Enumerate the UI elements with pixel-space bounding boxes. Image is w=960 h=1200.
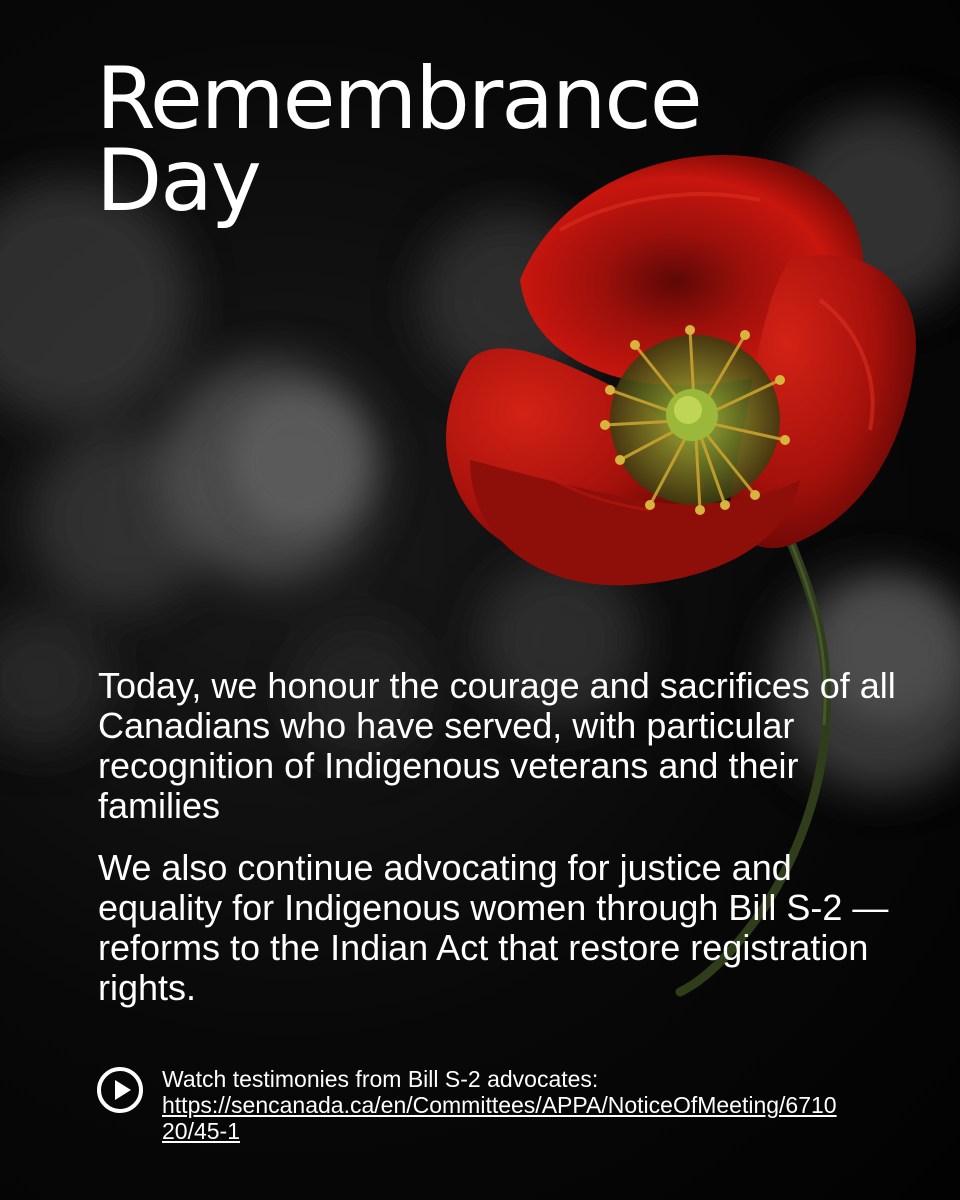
paragraph-advocacy: We also continue advocating for justice and equality for Indigenous women through Bill S-2 — reforms to the Indian Act that restore registration rights. bbox=[98, 847, 889, 1008]
watch-text bbox=[162, 1066, 842, 1144]
paragraph-honour: Today, we honour the courage and sacrifices of all Canadians who have served, with particular recognition of Indigenous veterans and their families bbox=[98, 665, 896, 826]
page-title bbox=[96, 49, 856, 231]
title-line-1: Remembrance bbox=[96, 49, 701, 149]
play-circle-icon[interactable] bbox=[96, 1066, 144, 1114]
watch-testimonies bbox=[96, 1066, 856, 1144]
watch-label: Watch testimonies from Bill S-2 advocates: bbox=[162, 1066, 599, 1092]
title-line-2: Day bbox=[96, 131, 260, 231]
testimonies-link[interactable]: https://sencanada.ca/en/Committees/APPA/NoticeOfMeeting/671020/45-1 bbox=[162, 1092, 837, 1144]
message-body bbox=[98, 666, 918, 1008]
